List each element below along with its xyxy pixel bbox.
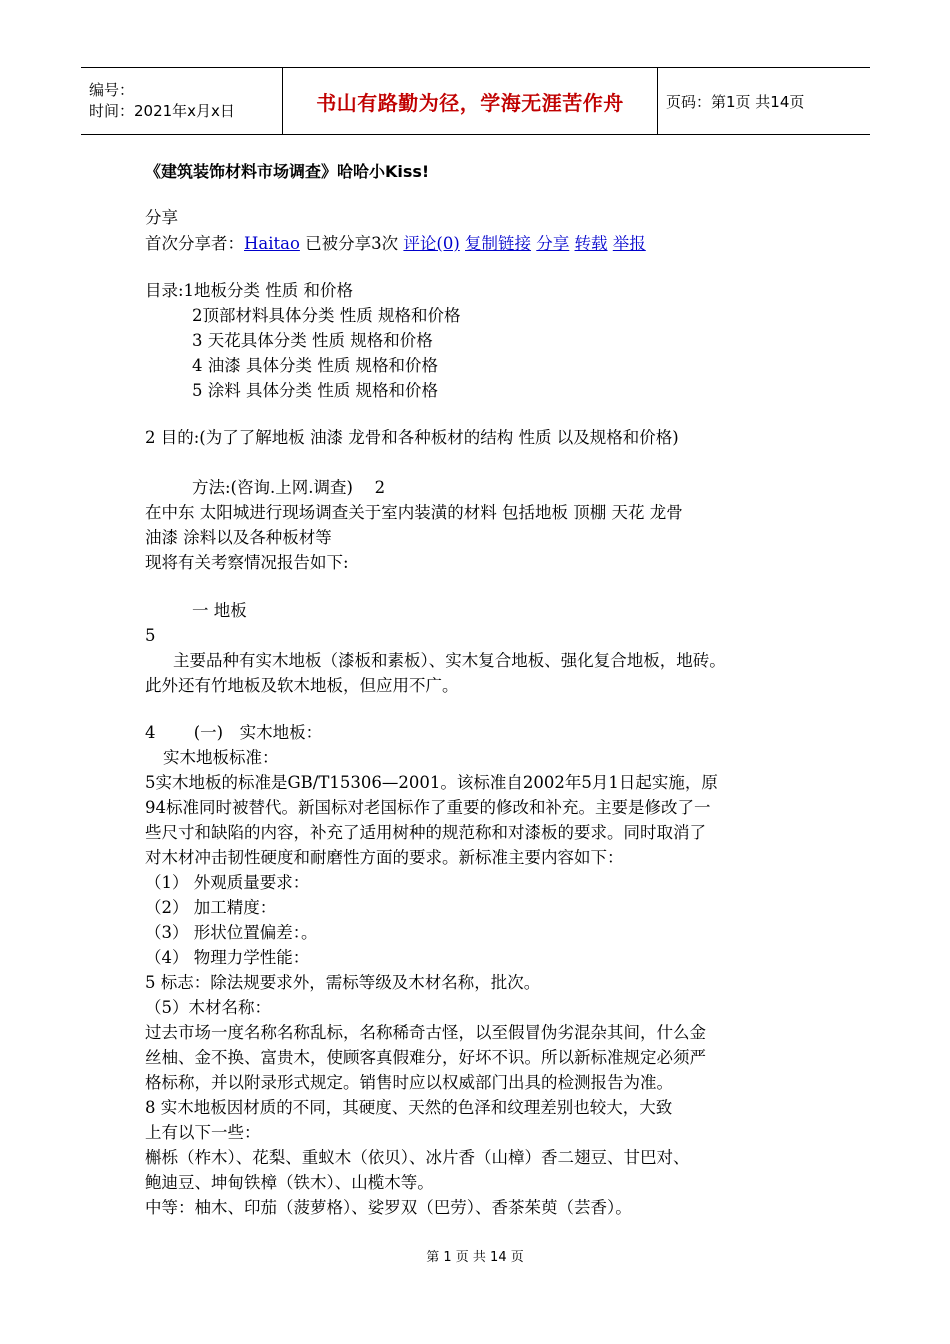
document-header bbox=[81, 67, 870, 135]
copy-link-link[interactable]: 复制链接 bbox=[465, 234, 532, 253]
body-line: 上有以下一些： bbox=[145, 1123, 261, 1142]
repost-link[interactable]: 转载 bbox=[574, 234, 608, 253]
shared-count: 已被分享3次 bbox=[305, 234, 399, 253]
body-line: 主要品种有实木地板（漆板和素板）、实木复合地板、强化复合地板，地砖。 bbox=[173, 651, 726, 670]
list-item: （4） 物理力学性能： bbox=[145, 948, 310, 967]
body-line: 对木材冲击韧性硬度和耐磨性方面的要求。新标准主要内容如下： bbox=[145, 848, 624, 867]
header-motto: 书山有路勤为径，学海无涯苦作舟 bbox=[316, 90, 624, 115]
list-item: （3） 形状位置偏差：。 bbox=[145, 923, 318, 942]
header-motto-cell bbox=[283, 68, 658, 135]
body-line: 实木地板标准： bbox=[163, 748, 279, 767]
list-item: （1） 外观质量要求： bbox=[145, 873, 310, 892]
first-sharer-prefix: 首次分享者： bbox=[145, 234, 244, 253]
body-line: 5 bbox=[145, 626, 156, 645]
body-line: 此外还有竹地板及软木地板，但应用不广。 bbox=[145, 676, 459, 695]
body-line: 油漆 涂料以及各种板材等 bbox=[145, 528, 332, 547]
document-title: 《建筑装饰材料市场调查》哈哈小Kiss! bbox=[145, 162, 430, 181]
toc-line: 4 油漆 具体分类 性质 规格和价格 bbox=[192, 356, 438, 375]
header-time-label: 时间：2021年x月x日 bbox=[89, 102, 235, 120]
body-line: 过去市场一度名称名称乱标，名称稀奇古怪，以至假冒伪劣混杂其间，什么金 bbox=[145, 1023, 706, 1042]
body-line: 现将有关考察情况报告如下: bbox=[145, 553, 349, 572]
subsection-heading: 4 (一) 实木地板： bbox=[145, 723, 323, 742]
body-line: 方法:(咨询.上网.调查) 2 bbox=[192, 478, 386, 497]
header-page-cell bbox=[658, 68, 871, 135]
header-meta-cell bbox=[81, 68, 283, 135]
body-line: 鲍迪豆、坤甸铁樟（铁木）、山榄木等。 bbox=[145, 1173, 434, 1192]
body-line: 中等：柚木、印茄（菠萝格）、娑罗双（巴劳）、香茶茱萸（芸香）。 bbox=[145, 1198, 632, 1217]
sharer-link[interactable]: Haitao bbox=[244, 234, 300, 253]
section-heading: 一 地板 bbox=[192, 601, 247, 620]
toc-line: 3 天花具体分类 性质 规格和价格 bbox=[192, 331, 433, 350]
body-line: 5实木地板的标准是GB/T15306—2001。该标准自2002年5月1日起实施，原 bbox=[145, 773, 718, 792]
toc-line: 2顶部材料具体分类 性质 规格和价格 bbox=[192, 306, 461, 325]
list-item: （2） 加工精度： bbox=[145, 898, 277, 917]
body-line: 8 实木地板因材质的不同，其硬度、天然的色泽和纹理差别也较大，大致 bbox=[145, 1098, 673, 1117]
comment-link[interactable]: 评论(0) bbox=[403, 234, 460, 253]
share-link[interactable]: 分享 bbox=[536, 234, 570, 253]
body-line: 5 标志：除法规要求外，需标等级及木材名称，批次。 bbox=[145, 973, 541, 992]
body-line: 在中东 太阳城进行现场调查关于室内装潢的材料 包括地板 顶棚 天花 龙骨 bbox=[145, 503, 683, 522]
report-link[interactable]: 举报 bbox=[612, 234, 646, 253]
body-line: 些尺寸和缺陷的内容，补充了适用树种的规范称和对漆板的要求。同时取消了 bbox=[145, 823, 706, 842]
list-item: （5）木材名称： bbox=[145, 998, 271, 1017]
toc-line: 目录:1地板分类 性质 和价格 bbox=[145, 281, 354, 300]
toc-line: 5 涂料 具体分类 性质 规格和价格 bbox=[192, 381, 438, 400]
body-line: 丝柚、金不换、富贵木，使顾客真假难分，好坏不识。所以新标准规定必须严 bbox=[145, 1048, 706, 1067]
body-line: 2 目的:(为了了解地板 油漆 龙骨和各种板材的结构 性质 以及规格和价格) bbox=[145, 428, 679, 447]
body-line: 槲栎（柞木）、花梨、重蚁木（依贝）、冰片香（山樟）香二翅豆、甘巴对、 bbox=[145, 1148, 690, 1167]
header-number-label: 编号： bbox=[89, 81, 135, 99]
header-page-info: 页码：第1页 共14页 bbox=[666, 92, 805, 111]
body-line: 格标称，并以附录形式规定。销售时应以权威部门出具的检测报告为准。 bbox=[145, 1073, 673, 1092]
share-line bbox=[145, 232, 646, 256]
page-footer: 第 1 页 共 14 页 bbox=[426, 1250, 524, 1265]
share-label: 分享 bbox=[145, 208, 178, 227]
body-line: 94标准同时被替代。新国标对老国标作了重要的修改和补充。主要是修改了一 bbox=[145, 798, 711, 817]
